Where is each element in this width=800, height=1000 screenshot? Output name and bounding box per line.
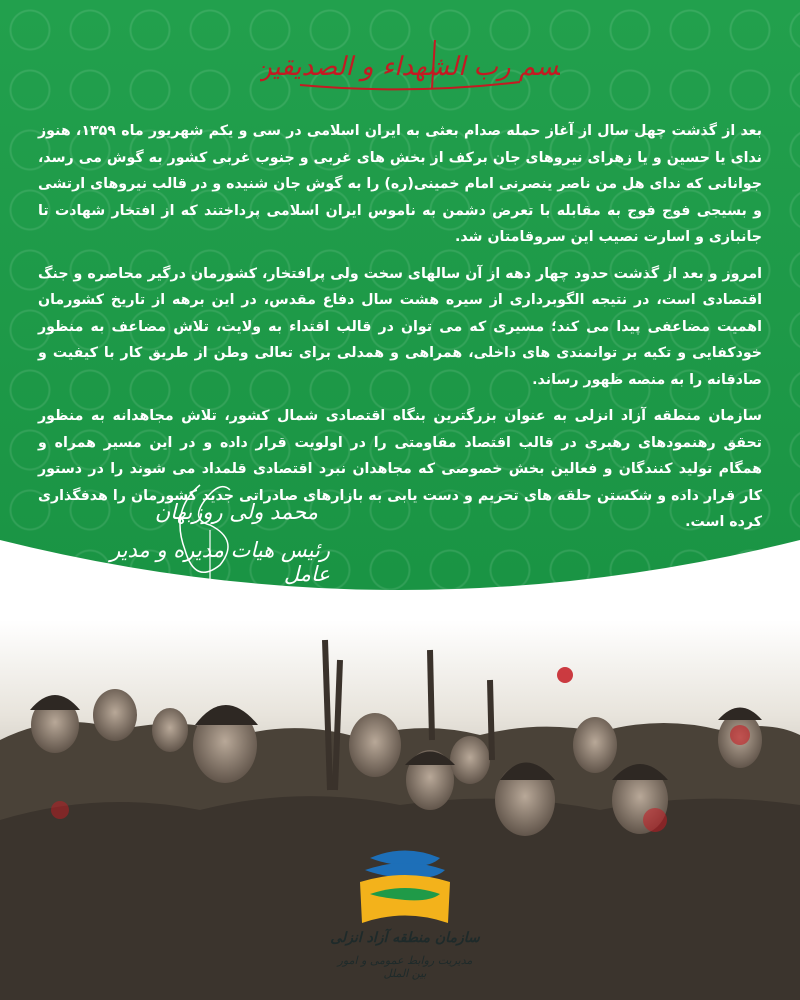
calligraphy-art <box>260 30 560 100</box>
header-calligraphy <box>260 30 560 100</box>
logo-icon <box>330 838 480 933</box>
signer-name: محمد ولی روزبهان <box>154 500 318 524</box>
paragraph-3: سازمان منطقه آزاد انزلی به عنوان بزرگترین بنگاه اقتصادی شمال کشور، تلاش مجاهدانه به منظور تحقق رهنمودهای رهبری در قالب اقتصاد مقاومتی را در اولویت قرار داده و در این مسیر همراه و همگام تولید کنندگان و فعالین بخش خصوصی که مجاهدان نبرد اقتصادی قلمداد می شوند را در دستور کار قرار داده و شکستن حلقه های تحریم و دست یابی به بازارهای صادراتی جدید کشورمان را هدفگذاری کرده است. <box>38 408 762 530</box>
logo-department: مدیریت روابط عمومی و امور بین الملل <box>337 954 473 980</box>
signer-title: رئیس هیات مدیره و مدیر عامل <box>110 538 330 586</box>
paragraph-1: بعد از گذشت چهل سال از آغاز حمله صدام بعثی به ایران اسلامی در سی و یکم شهریور ماه ۱۳۵۹، هنوز ندای یا حسین و یا زهرای نیروهای جان برکف از بخش های غربی و جنوب غربی کشور به گوش می رسد، جوانانی که ندای هل من ناصر ینصرنی امام خمینی(ره) را به گوش جان شنیده و در قالب نیروهای ارتشی و بسیجی فوج فوج به مقابله با تعرض دشمن به ناموس ایران اسلامی پرداختند که از افتخار شهادت تا جانبازی و اسارت نصیب این سروقامتان شد. <box>38 123 763 245</box>
organization-logo <box>330 838 480 988</box>
logo-org-name: سازمان منطقه آزاد انزلی <box>330 930 480 946</box>
signature-block <box>110 470 340 590</box>
paragraph-2: امروز و بعد از گذشت حدود چهار دهه از آن سالهای سخت ولی پرافتخار، کشورمان درگیر محاصره و جنگ اقتصادی است، در نتیجه الگوبرداری از سیره هشت سال دفاع مقدس، در این برهه از تاریخ کشورمان اهمیت مضاعفی پیدا می کند؛ مسیری که می توان در قالب اقتداء به ولایت، تلاش مضاعف به منظور خودکفایی و تکیه بر توانمندی های داخلی، همراهی و همدلی برای تعالی وطن از طریق کار با کیفیت و صادقانه را به منصه ظهور رساند. <box>38 265 762 388</box>
calligraphy-text: بسم رب الشهداء و الصدیقین <box>260 52 560 82</box>
